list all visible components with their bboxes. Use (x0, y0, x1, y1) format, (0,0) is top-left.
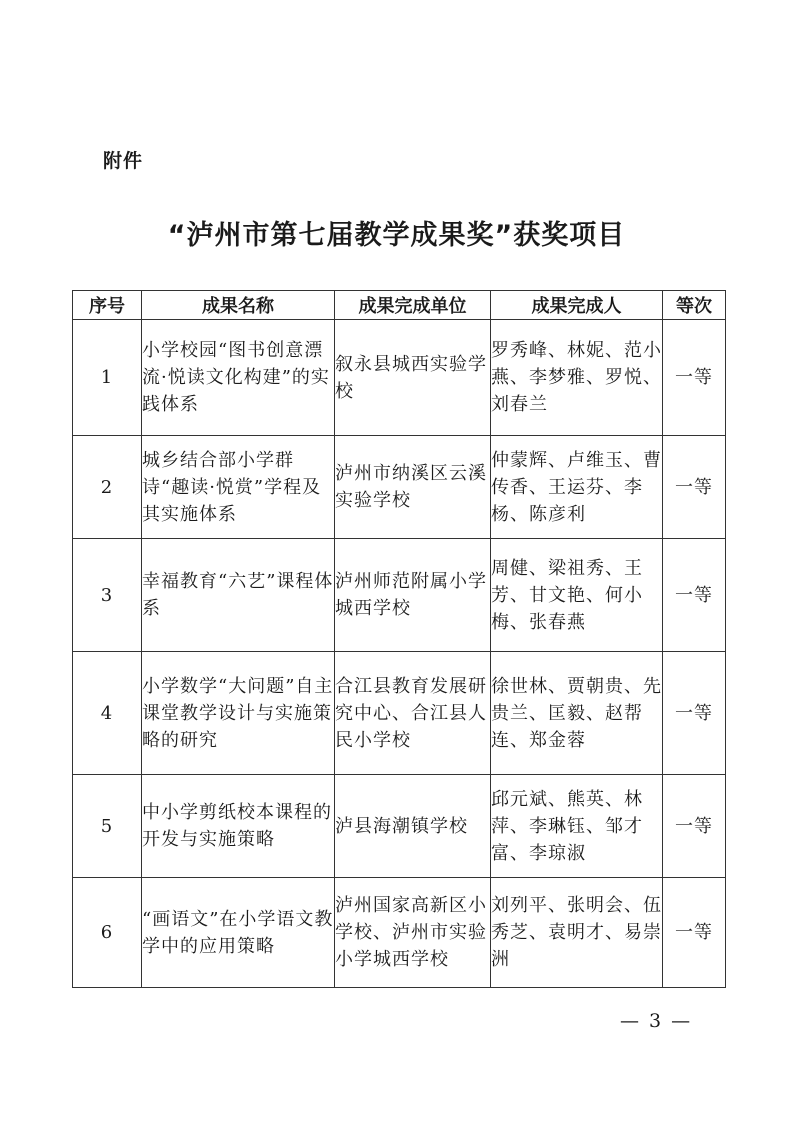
row-people: 罗秀峰、林妮、范小燕、李梦雅、罗悦、刘春兰 (491, 320, 663, 436)
header-unit: 成果完成单位 (335, 291, 491, 320)
row-people: 徐世林、贾朝贵、先贵兰、匡毅、赵帮连、郑金蓉 (491, 652, 663, 775)
row-no: 2 (73, 436, 142, 539)
row-no: 3 (73, 539, 142, 652)
row-people: 周健、梁祖秀、王芳、甘文艳、何小梅、张春燕 (491, 539, 663, 652)
row-grade: 一等 (663, 539, 726, 652)
row-no: 5 (73, 775, 142, 878)
table-row (73, 436, 726, 539)
row-no: 1 (73, 320, 142, 436)
row-people: 刘列平、张明会、伍秀芝、袁明才、易崇洲 (491, 878, 663, 988)
header-no: 序号 (73, 291, 142, 320)
row-grade: 一等 (663, 436, 726, 539)
row-people: 仲蒙辉、卢维玉、曹传香、王运芬、李杨、陈彦利 (491, 436, 663, 539)
table-row (73, 878, 726, 988)
row-project-name: 小学数学“大问题”自主课堂教学设计与实施策略的研究 (142, 652, 335, 775)
table-header-row (73, 291, 726, 320)
row-grade: 一等 (663, 320, 726, 436)
header-grade: 等次 (663, 291, 726, 320)
row-unit: 泸州市纳溪区云溪实验学校 (335, 436, 491, 539)
table-row (73, 652, 726, 775)
row-unit: 叙永县城西实验学校 (335, 320, 491, 436)
table-row (73, 775, 726, 878)
row-project-name: “画语文”在小学语文教学中的应用策略 (142, 878, 335, 988)
row-people: 邱元斌、熊英、林萍、李琳钰、邹才富、李琼淑 (491, 775, 663, 878)
row-no: 6 (73, 878, 142, 988)
table-row (73, 539, 726, 652)
row-project-name: 城乡结合部小学群诗“趣读·悦赏”学程及其实施体系 (142, 436, 335, 539)
row-grade: 一等 (663, 878, 726, 988)
awards-table (72, 290, 726, 988)
row-project-name: 中小学剪纸校本课程的开发与实施策略 (142, 775, 335, 878)
table-row (73, 320, 726, 436)
document-title: “泸州市第七届教学成果奖”获奖项目 (167, 220, 626, 251)
row-grade: 一等 (663, 652, 726, 775)
attachment-label: 附件 (103, 150, 144, 172)
row-unit: 泸县海潮镇学校 (335, 775, 491, 878)
row-grade: 一等 (663, 775, 726, 878)
header-people: 成果完成人 (491, 291, 663, 320)
row-unit: 泸州师范附属小学城西学校 (335, 539, 491, 652)
row-unit: 合江县教育发展研究中心、合江县人民小学校 (335, 652, 491, 775)
row-unit: 泸州国家高新区小学校、泸州市实验小学城西学校 (335, 878, 491, 988)
row-project-name: 幸福教育“六艺”课程体系 (142, 539, 335, 652)
header-name: 成果名称 (142, 291, 335, 320)
row-project-name: 小学校园“图书创意漂流·悦读文化构建”的实践体系 (142, 320, 335, 436)
row-no: 4 (73, 652, 142, 775)
page-number: — 3 — (620, 1010, 693, 1032)
